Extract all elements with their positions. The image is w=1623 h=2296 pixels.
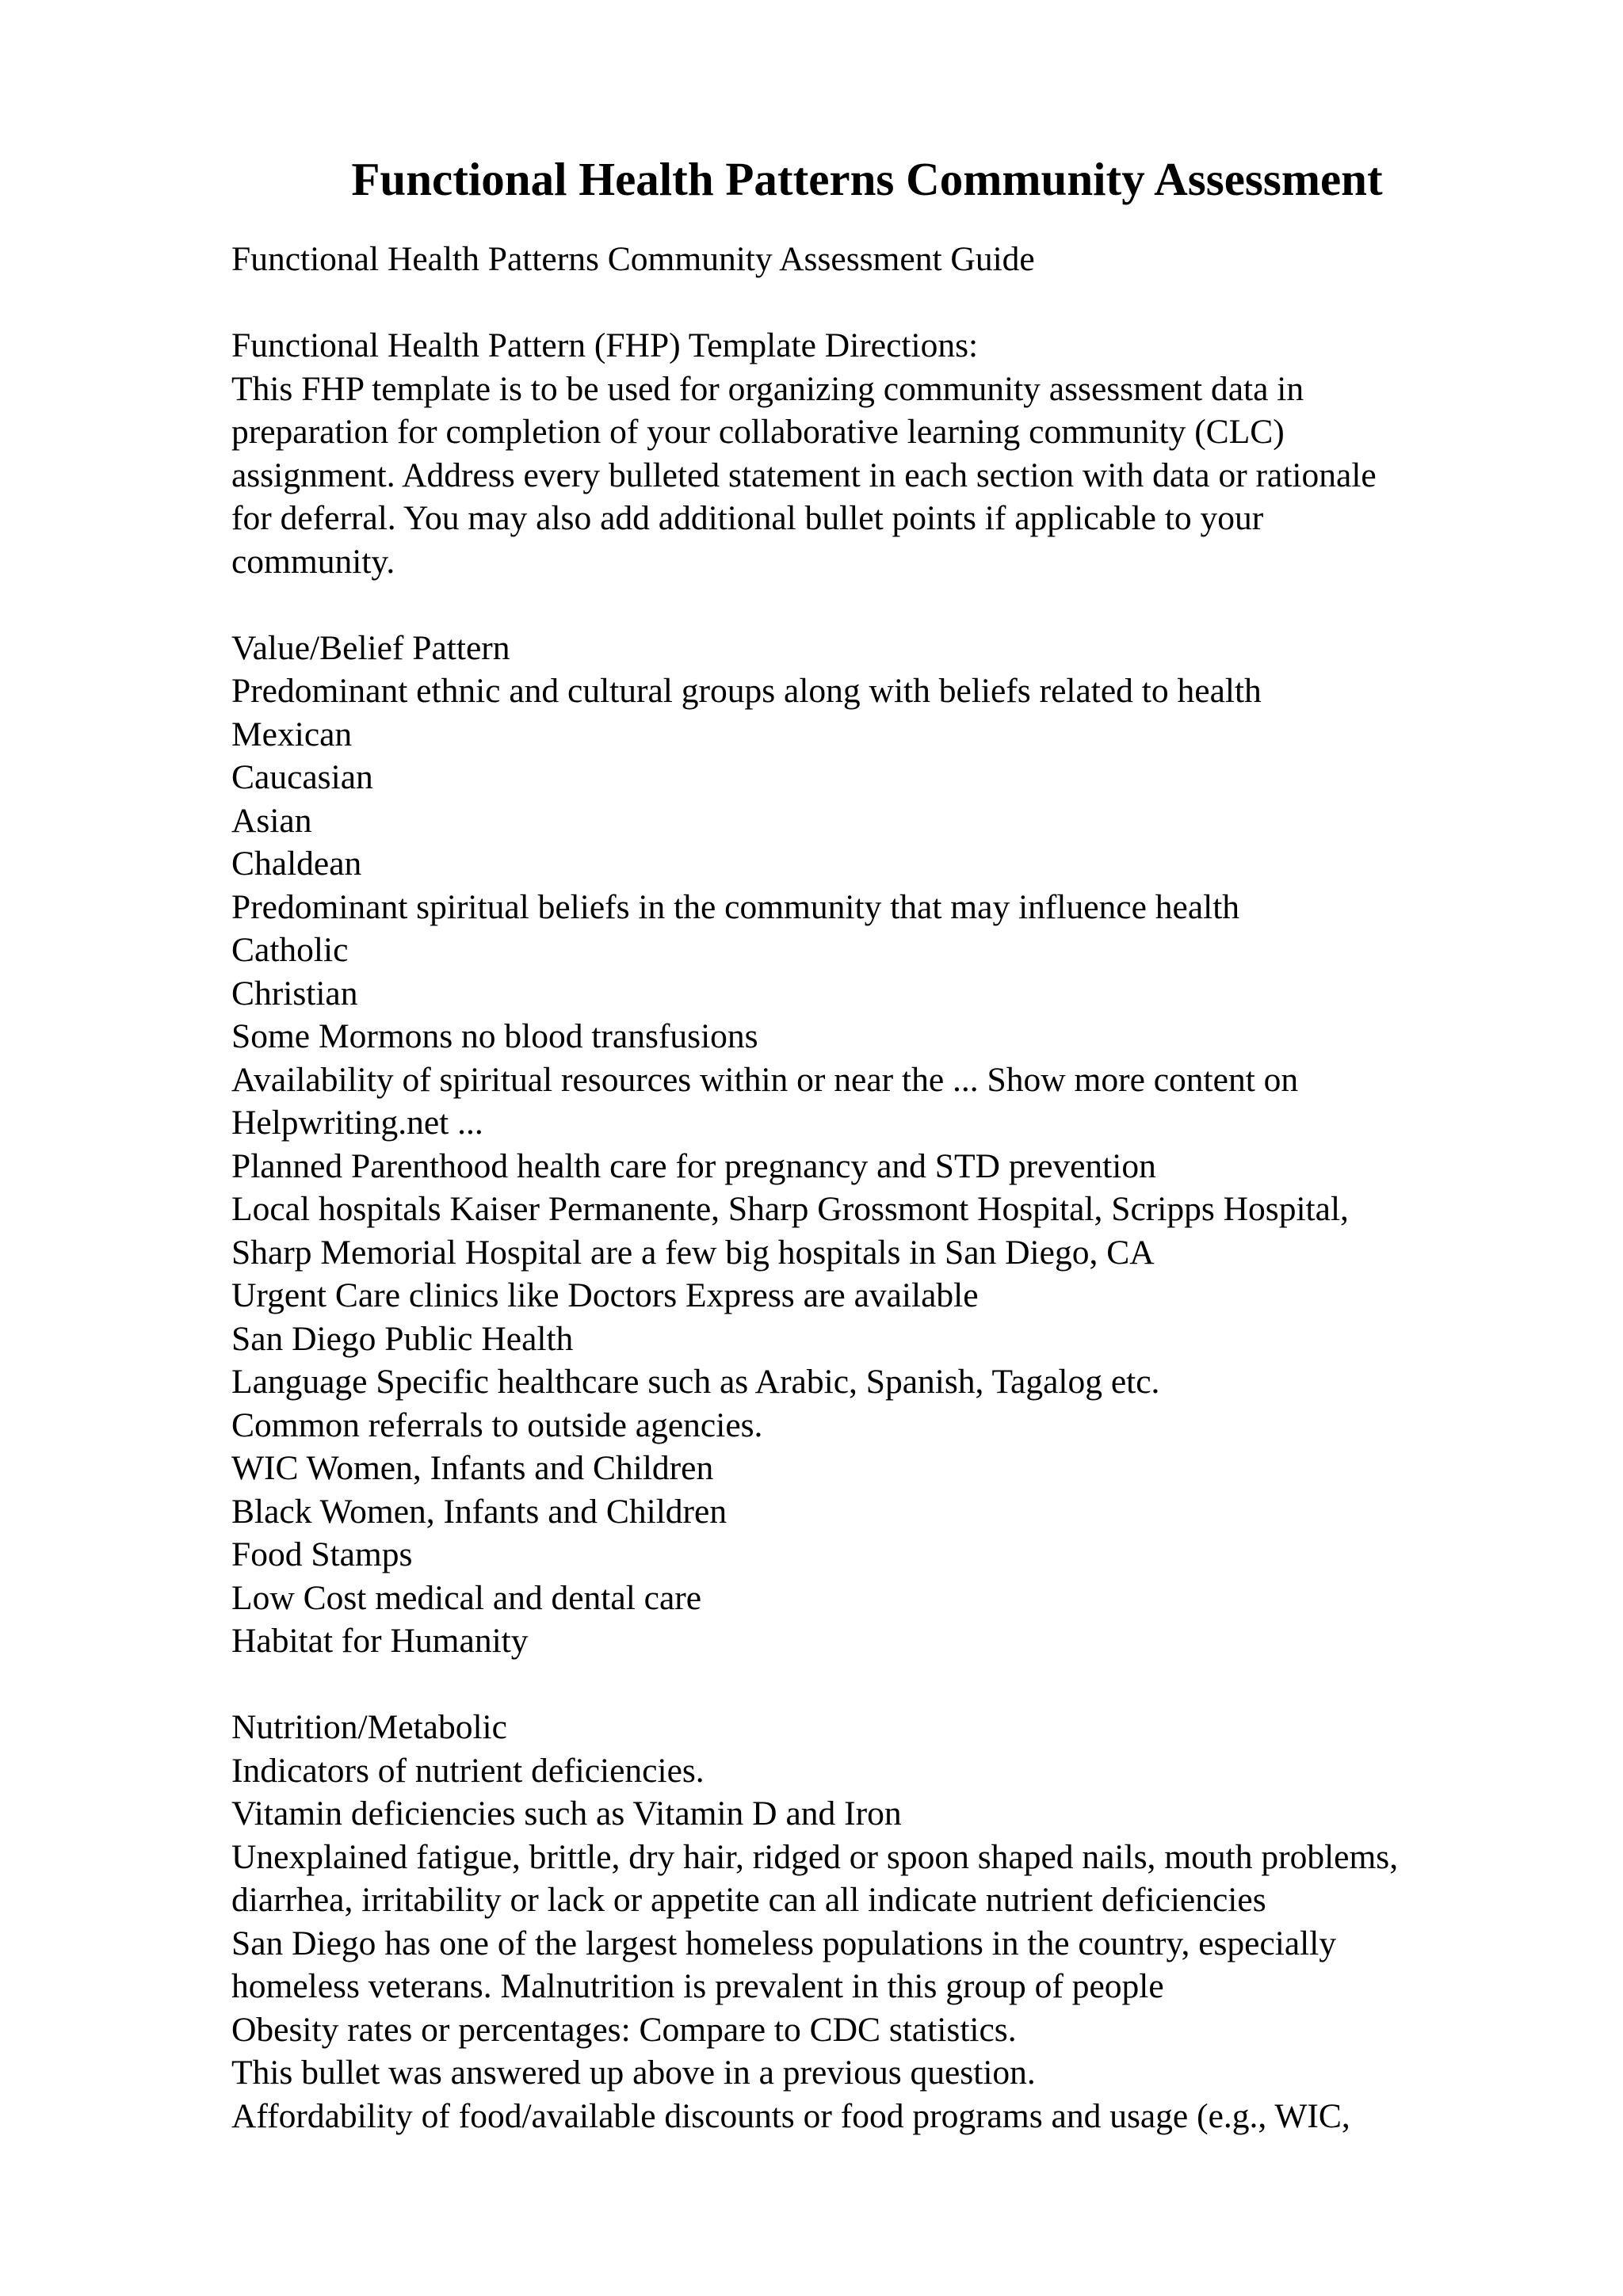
directions-line: This FHP template is to be used for organizing community assessment data in xyxy=(231,369,1304,408)
directions-line: preparation for completion of your collaborative learning community (CLC) xyxy=(231,413,1285,451)
paragraph-gap xyxy=(231,281,1594,325)
nutrition-line: Obesity rates or percentages: Compare to CDC statistics. xyxy=(231,2010,1017,2049)
nutrition-line: diarrhea, irritability or lack or appetite can all indicate nutrient deficiencies xyxy=(231,1881,1266,1919)
nutrition-line: Affordability of food/available discounts or food programs and usage (e.g., WIC, xyxy=(231,2096,1350,2135)
value-belief-line: Local hospitals Kaiser Permanente, Sharp Grossmont Hospital, Scripps Hospital, xyxy=(231,1190,1349,1228)
directions-line: for deferral. You may also add additional bullet points if applicable to your xyxy=(231,499,1264,537)
helpwriting-link[interactable]: Helpwriting.net ... xyxy=(231,1104,483,1142)
value-belief-line: Some Mormons no blood transfusions xyxy=(231,1017,758,1055)
value-belief-line: Caucasian xyxy=(231,758,373,796)
value-belief-line: Predominant ethnic and cultural groups along with beliefs related to health xyxy=(231,672,1262,710)
value-belief-line: Sharp Memorial Hospital are a few big hospitals in San Diego, CA xyxy=(231,1233,1155,1272)
directions-line: assignment. Address every bulleted statement in each section with data or rationale xyxy=(231,456,1377,494)
value-belief-line: San Diego Public Health xyxy=(231,1319,574,1358)
value-belief-line: Common referrals to outside agencies. xyxy=(231,1405,763,1444)
value-belief-line: Food Stamps xyxy=(231,1535,413,1573)
document-title: Functional Health Patterns Community Assessment xyxy=(351,153,1383,205)
paragraph-gap xyxy=(231,1663,1594,1707)
nutrition-line: Vitamin deficiencies such as Vitamin D and Iron xyxy=(231,1794,902,1833)
value-belief-line: Planned Parenthood health care for pregnancy and STD prevention xyxy=(231,1146,1156,1185)
nutrition-line: This bullet was answered up above in a previous question. xyxy=(231,2054,1036,2092)
value-belief-line: Low Cost medical and dental care xyxy=(231,1578,702,1617)
value-belief-line: Asian xyxy=(231,801,312,840)
value-belief-line: Predominant spiritual beliefs in the community that may influence health xyxy=(231,887,1240,926)
paragraph-gap xyxy=(231,583,1594,627)
document-body xyxy=(231,238,1594,2138)
nutrition-line: San Diego has one of the largest homeless populations in the country, especially xyxy=(231,1924,1337,1962)
value-belief-heading: Value/Belief Pattern xyxy=(231,628,510,667)
value-belief-line: Black Women, Infants and Children xyxy=(231,1492,727,1531)
nutrition-line: Unexplained fatigue, brittle, dry hair, ridged or spoon shaped nails, mouth problems, xyxy=(231,1837,1399,1876)
value-belief-line: Mexican xyxy=(231,715,353,753)
directions-heading: Functional Health Pattern (FHP) Template Directions: xyxy=(231,326,979,364)
value-belief-line: WIC Women, Infants and Children xyxy=(231,1449,714,1487)
nutrition-heading: Nutrition/Metabolic xyxy=(231,1708,507,1746)
directions-line: community. xyxy=(231,542,395,581)
nutrition-line: homeless veterans. Malnutrition is prevalent in this group of people xyxy=(231,1967,1164,2005)
value-belief-line: Chaldean xyxy=(231,845,362,883)
value-belief-line: Catholic xyxy=(231,931,349,969)
value-belief-line: Language Specific healthcare such as Arabic, Spanish, Tagalog etc. xyxy=(231,1363,1160,1401)
show-more-line: Availability of spiritual resources within or near the ... Show more content on xyxy=(231,1060,1299,1099)
guide-subtitle: Functional Health Patterns Community Assessment Guide xyxy=(231,240,1035,278)
value-belief-line: Christian xyxy=(231,974,358,1013)
nutrition-line: Indicators of nutrient deficiencies. xyxy=(231,1751,705,1790)
value-belief-line: Habitat for Humanity xyxy=(231,1622,529,1660)
value-belief-line: Urgent Care clinics like Doctors Express are available xyxy=(231,1276,979,1314)
